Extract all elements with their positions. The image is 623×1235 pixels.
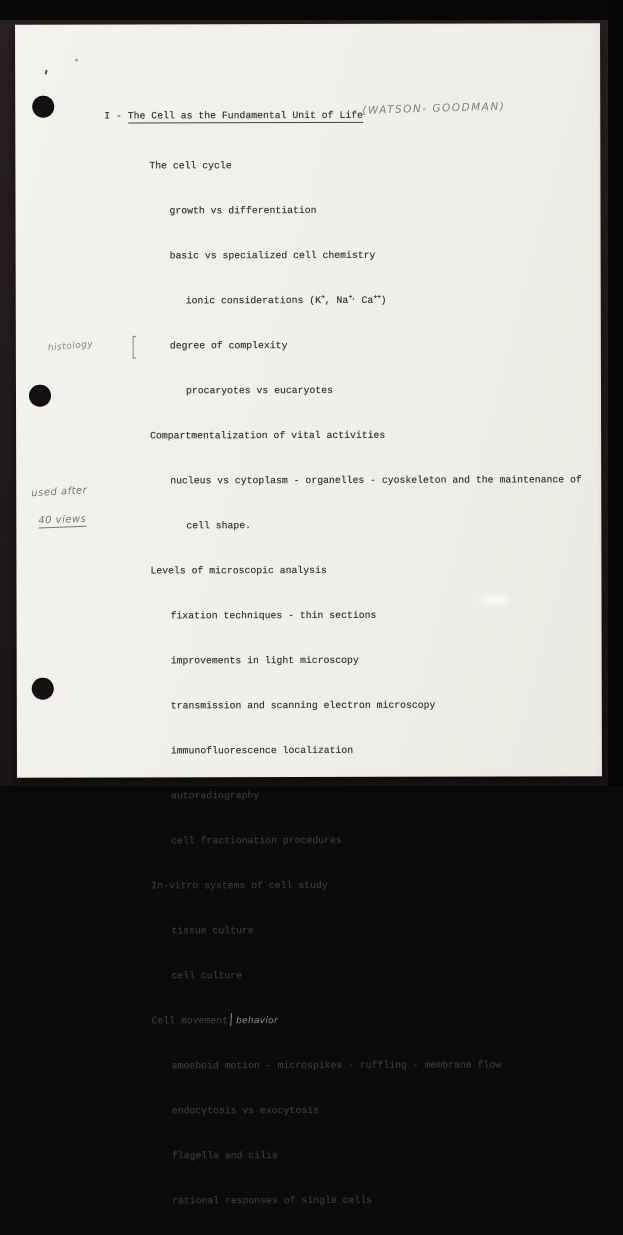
title-text: The Cell as the Fundamental Unit of Life bbox=[127, 109, 363, 122]
pen-stroke bbox=[231, 1013, 233, 1026]
outline-line: fixation techniques - thin sections bbox=[170, 609, 377, 622]
outline-line-ionic bbox=[150, 288, 582, 312]
handwritten-authors-note: (WATSON- GOODMAN) bbox=[362, 100, 506, 117]
text-segment: ) bbox=[380, 294, 387, 306]
punch-hole-bottom bbox=[32, 678, 54, 700]
outline-line: basic vs specialized cell chemistry bbox=[169, 249, 376, 262]
outline-line: growth vs differentiation bbox=[169, 204, 317, 217]
outline-line: The cell cycle bbox=[149, 160, 232, 172]
outline-line: tissue culture bbox=[171, 925, 254, 937]
punch-hole-middle bbox=[29, 385, 51, 407]
handwritten-margin-note-histology: histology bbox=[47, 339, 94, 354]
text-segment: Ca bbox=[355, 294, 374, 306]
handwritten-margin-note-used-after: used after bbox=[30, 485, 88, 500]
outline-line: In-vitro systems of cell study bbox=[151, 879, 328, 892]
backing-edge-top bbox=[0, 0, 623, 20]
pen-tick-mark bbox=[45, 70, 48, 75]
outline-line: nucleus vs cytoplasm - organelles - cyoskeleton and the maintenance of bbox=[170, 474, 582, 487]
outline-line-cell-movement bbox=[152, 1008, 584, 1032]
handwritten-margin-note-40-views: 40 views bbox=[38, 513, 87, 527]
paper-speck bbox=[75, 59, 78, 62]
outline-line: Compartmentalization of vital activities bbox=[150, 429, 386, 442]
outline-line: immunofluorescence localization bbox=[170, 744, 354, 757]
superscript: +, bbox=[348, 293, 356, 302]
outline-line: autoradiography bbox=[171, 790, 260, 802]
outline-title bbox=[104, 104, 363, 128]
outline-line: endocytosis vs exocytosis bbox=[171, 1104, 319, 1117]
superscript: + bbox=[320, 293, 325, 302]
outline-line: Levels of microscopic analysis bbox=[150, 564, 327, 577]
document-page bbox=[15, 23, 602, 1207]
outline-line: cell fractionation procedures bbox=[171, 834, 342, 847]
text-segment: ionic considerations (K bbox=[185, 294, 321, 307]
outline-line: flagella and cilia bbox=[171, 1150, 278, 1162]
text-segment: Cell movement bbox=[151, 1015, 229, 1027]
backing-edge-right bbox=[608, 0, 623, 800]
outline-line: cell shape. bbox=[186, 520, 252, 532]
punch-hole-top bbox=[32, 96, 54, 118]
outline-line: transmission and scanning electron microscopy bbox=[170, 699, 436, 712]
handwritten-bracket: [ bbox=[130, 333, 139, 362]
text-segment: , Na bbox=[324, 294, 349, 306]
superscript: ++ bbox=[373, 293, 381, 302]
handwritten-behavior-note: behavior bbox=[236, 1016, 278, 1027]
outline-body bbox=[149, 131, 583, 1234]
outline-line: procaryotes vs eucaryotes bbox=[185, 384, 333, 397]
title-prefix: I - bbox=[104, 110, 128, 122]
outline-line: degree of complexity bbox=[169, 340, 288, 352]
outline-line: amoeboid motion - microspikes - ruffling - membrane flow bbox=[171, 1059, 501, 1072]
outline-line: cell culture bbox=[171, 970, 243, 982]
outline-line: improvements in light microscopy bbox=[170, 654, 359, 667]
outline-line: rational responses of single cells bbox=[172, 1194, 372, 1207]
